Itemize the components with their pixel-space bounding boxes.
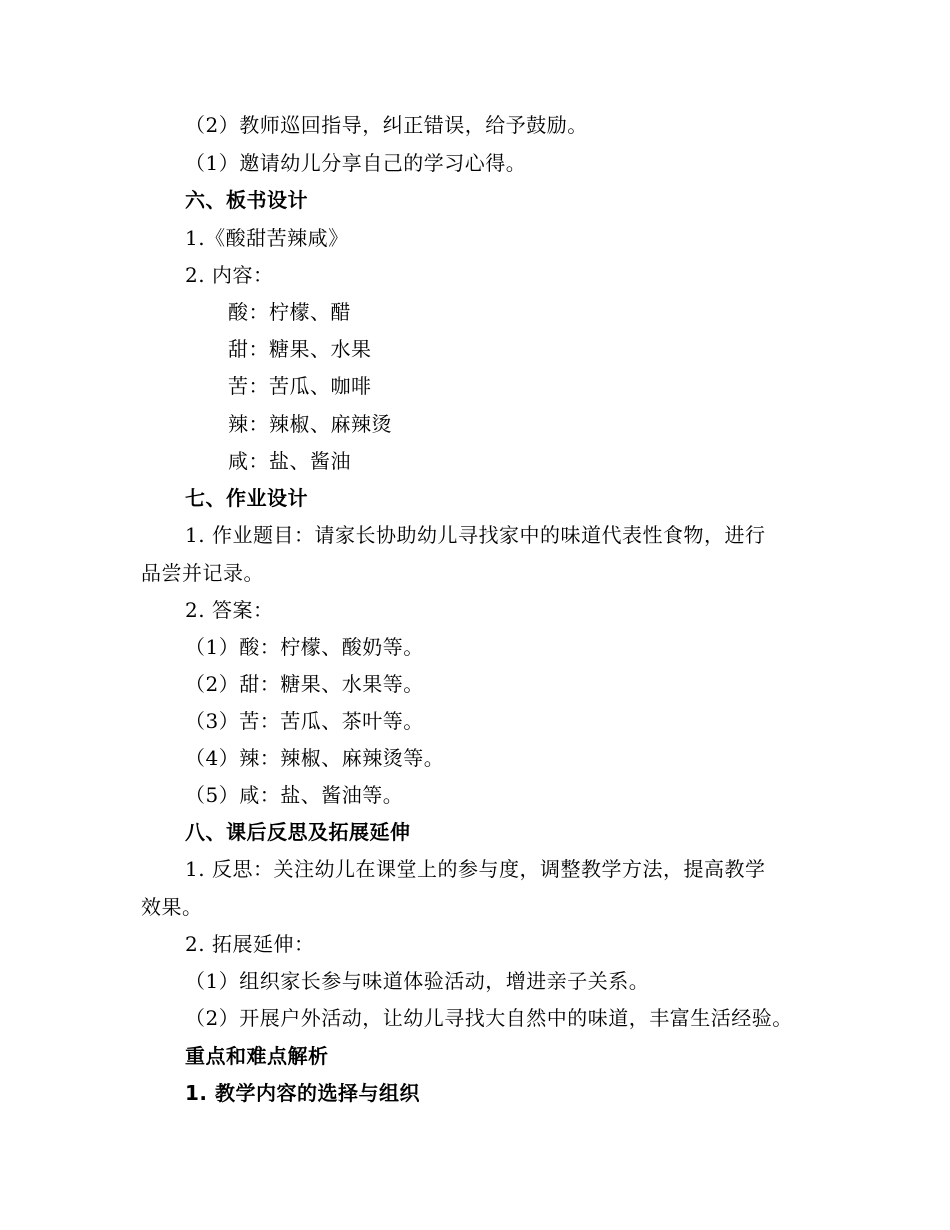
content-line: 辣：辣椒、麻辣烫 [228,412,392,436]
content-line: 苦：苦瓜、咖啡 [228,374,372,398]
paragraph-line: （1）邀请幼儿分享自己的学习心得。 [185,151,527,175]
answer-item: （2）甜：糖果、水果等。 [185,672,424,696]
paragraph-line: （2）开展户外活动，让幼儿寻找大自然中的味道，丰富生活经验。 [185,1006,793,1030]
section-heading: 七、作业设计 [185,486,308,510]
section-heading: 重点和难点解析 [185,1044,329,1068]
paragraph-line: （1）组织家长参与味道体验活动，增进亲子关系。 [185,969,650,993]
paragraph-line: 效果。 [141,895,203,919]
list-item: 1.《酸甜苦辣咸》 [185,226,349,250]
answer-item: （5）咸：盐、酱油等。 [185,783,404,807]
list-item: 2. 答案： [185,598,274,622]
paragraph-line: 品尝并记录。 [141,561,264,585]
answer-item: （1）酸：柠檬、酸奶等。 [185,635,424,659]
answer-item: （3）苦：苦瓜、茶叶等。 [185,709,424,733]
content-line: 酸：柠檬、醋 [228,300,351,324]
list-item: 2. 拓展延伸： [185,932,315,956]
paragraph-line: （2）教师巡回指导，纠正错误，给予鼓励。 [185,113,588,137]
content-line: 咸：盐、酱油 [228,449,351,473]
section-heading: 六、板书设计 [185,188,308,212]
paragraph-line: 1. 反思：关注幼儿在课堂上的参与度，调整教学方法，提高教学 [185,857,766,881]
subsection-heading: 1. 教学内容的选择与组织 [185,1081,420,1105]
section-heading: 八、课后反思及拓展延伸 [185,820,411,844]
answer-item: （4）辣：辣椒、麻辣烫等。 [185,746,445,770]
content-line: 甜：糖果、水果 [228,337,372,361]
paragraph-line: 1. 作业题目：请家长协助幼儿寻找家中的味道代表性食物，进行 [185,523,766,547]
list-item: 2. 内容： [185,263,274,287]
